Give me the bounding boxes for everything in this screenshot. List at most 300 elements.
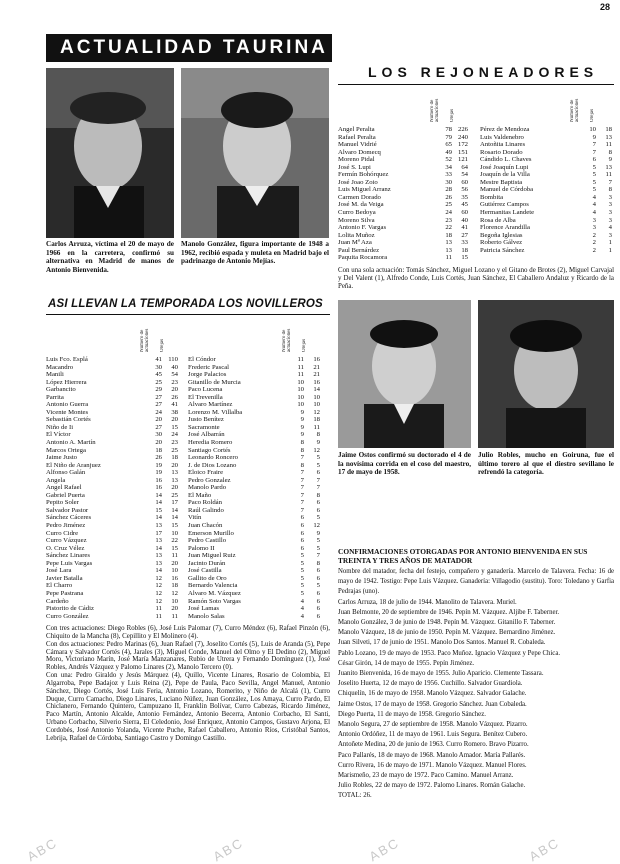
table-row [46, 356, 178, 364]
list-item: Carlos Arruza, 18 de julio de 1944. Manolito de Talavera. Muriel. [338, 598, 517, 606]
row-orejas: 5 [316, 514, 320, 522]
row-orejas: 10 [313, 401, 320, 409]
row-orejas: 121 [457, 156, 468, 164]
row-orejas: 15 [171, 522, 178, 530]
row-actuaciones: 17 [155, 529, 162, 537]
photo-jaime-ostos [338, 300, 471, 448]
row-orejas: 6 [316, 499, 320, 507]
table-row [480, 179, 612, 187]
table-row [46, 567, 178, 575]
confirmaciones-title: CONFIRMACIONES OTORGADAS POR ANTONIO BIENVENIDA EN SUS TREINTA Y TRES AÑOS DE MATADOR [338, 547, 588, 565]
row-name: Justo Benítez [188, 416, 224, 424]
row-orejas: 13 [171, 469, 178, 477]
confirmaciones-total: TOTAL: 26. [338, 792, 372, 800]
list-item: Diego Puerta, 11 de mayo de 1958. Gregorio Sánchez. [338, 710, 486, 718]
row-orejas: 56 [461, 186, 468, 194]
row-orejas: 21 [313, 371, 320, 379]
confirmaciones-list [338, 567, 614, 802]
row-actuaciones: 23 [445, 216, 452, 224]
row-orejas: 20 [171, 605, 178, 613]
row-orejas: 22 [171, 537, 178, 545]
row-name: Alfonso Galán [46, 469, 86, 477]
row-name: López Hierrera [46, 378, 87, 386]
row-orejas: 6 [316, 612, 320, 620]
row-orejas: 12 [313, 522, 320, 530]
row-orejas: 3 [608, 231, 612, 239]
row-orejas: 6 [316, 605, 320, 613]
row-name: Gitanillo de Murcia [188, 378, 241, 386]
row-actuaciones: 7 [300, 484, 304, 492]
row-actuaciones: 7 [300, 476, 304, 484]
row-actuaciones: 13 [155, 537, 162, 545]
row-orejas: 7 [608, 178, 612, 186]
row-name: El Víctor [46, 431, 71, 439]
row-actuaciones: 6 [300, 522, 304, 530]
watermark: ABC [210, 834, 247, 864]
row-name: Manili [46, 371, 64, 379]
row-name: Gutiérrez Campos [480, 201, 529, 209]
table-row [46, 424, 178, 432]
row-name: Moreno Silva [338, 216, 375, 224]
row-orejas: 11 [605, 171, 612, 179]
row-orejas: 14 [313, 386, 320, 394]
row-name: Juan Mª Aza [338, 239, 372, 247]
row-orejas: 40 [461, 216, 468, 224]
table-row [188, 605, 320, 613]
row-actuaciones: 14 [155, 491, 162, 499]
row-actuaciones: 16 [155, 476, 162, 484]
row-orejas: 6 [316, 589, 320, 597]
table-row [188, 598, 320, 606]
row-actuaciones: 41 [155, 356, 162, 363]
rejoneadores-notes: Con una sola actuación: Tomás Sánchez, Miguel Lozano y el Gitano de Brotes (2), Miguel Carvajal y Del Valent (1), Alfredo Conde, Luis Cortés, Juan Sánchez, El Caballero Andaluz y Ricardo de la Peña. [338, 267, 614, 290]
row-orejas: 18 [461, 246, 468, 254]
table-row [188, 454, 320, 462]
table-row [46, 371, 178, 379]
row-name: Juan Chacón [188, 522, 223, 530]
row-orejas: 20 [171, 416, 178, 424]
table-row [338, 126, 468, 134]
row-actuaciones: 5 [300, 552, 304, 560]
rejoneadores-table-right [480, 126, 612, 254]
row-actuaciones: 14 [155, 544, 162, 552]
row-orejas: 5 [316, 537, 320, 545]
table-row [46, 530, 178, 538]
row-name: Jorge Palacios [188, 371, 227, 379]
table-row [480, 164, 612, 172]
row-name: Roberto Gálvez [480, 239, 523, 247]
row-orejas: 18 [171, 454, 178, 462]
row-name: Gabriel Puerta [46, 491, 85, 499]
table-row [46, 492, 178, 500]
row-name: Garbancito [46, 386, 76, 394]
row-name: Rosa de Alba [480, 216, 516, 224]
rejoneadores-table-left [338, 126, 468, 262]
photo-julio-robles [478, 300, 614, 448]
row-name: Hermanitas Landete [480, 209, 535, 217]
row-actuaciones: 14 [155, 499, 162, 507]
row-name: Pepe Pastrana [46, 589, 84, 597]
row-name: Curro González [46, 612, 89, 620]
caption-ostos: Jaime Ostos confirmó su doctorado el 4 de la novísima corrida en el coso del maestro, 17 de mayo de 1958. [338, 451, 471, 477]
list-item: Manolo González, 3 de junio de 1948. Pepín M. Vázquez. Gitanillo F. Taberner. [338, 619, 556, 627]
row-orejas: 20 [171, 484, 178, 492]
row-orejas: 54 [461, 171, 468, 179]
rejoneadores-col-b-right: Orejas [590, 108, 595, 122]
table-row [338, 217, 468, 225]
table-row [46, 379, 178, 387]
row-orejas: 13 [171, 476, 178, 484]
table-row [188, 447, 320, 455]
row-actuaciones: 4 [300, 612, 304, 620]
list-item: Jaime Ostos, 17 de mayo de 1958. Gregorio Sánchez. Juan Cobaleda. [338, 700, 527, 708]
row-name: Palomo II [188, 544, 215, 552]
row-actuaciones: 12 [155, 597, 162, 605]
list-item: Manolo Segura, 27 de septiembre de 1958. Manolo Vázquez. Pizarro. [338, 721, 528, 729]
row-orejas: 16 [313, 378, 320, 386]
row-name: Pérez de Mendoza [480, 126, 530, 133]
table-row [188, 469, 320, 477]
row-actuaciones: 7 [592, 141, 596, 149]
row-orejas: 8 [316, 491, 320, 499]
row-name: Manuel Vidrié [338, 141, 377, 149]
row-name: Antoñita Linares [480, 141, 526, 149]
list-item: Chiquelín, 16 de mayo de 1958. Manolo Vázquez. Salvador Galache. [338, 690, 527, 698]
row-name: Alvaro Martínez [188, 401, 233, 409]
table-row [46, 409, 178, 417]
row-name: Leonardo Roncero [188, 454, 238, 462]
row-name: Luis Miguel Arranz [338, 186, 391, 194]
row-orejas: 12 [171, 589, 178, 597]
row-name: Lolita Muñoz [338, 231, 375, 239]
row-orejas: 18 [313, 416, 320, 424]
table-row [188, 416, 320, 424]
table-row [188, 492, 320, 500]
row-orejas: 60 [461, 209, 468, 217]
watermark: ABC [24, 834, 61, 864]
page-number: 28 [599, 2, 610, 12]
row-orejas: 8 [316, 559, 320, 567]
row-orejas: 10 [171, 597, 178, 605]
row-orejas: 8 [608, 148, 612, 156]
table-row [338, 224, 468, 232]
row-name: Carmen Dorado [338, 193, 381, 201]
row-name: Mestre Baptista [480, 178, 523, 186]
list-item: Paco Pallarés, 18 de mayo de 1968. Manolo Amador. María Pallarés. [338, 751, 526, 759]
row-name: Vitín [188, 514, 202, 522]
row-name: Luis Fco. Esplá [46, 356, 88, 363]
table-row [338, 239, 468, 247]
row-actuaciones: 10 [297, 386, 304, 394]
rejoneadores-title: LOS REJONEADORES [368, 64, 599, 80]
table-row [188, 424, 320, 432]
row-name: Pedro Jiménez [46, 522, 86, 530]
row-actuaciones: 18 [445, 231, 452, 239]
row-actuaciones: 4 [300, 597, 304, 605]
row-name: Macandro [46, 363, 74, 371]
list-item: Marismeño, 23 de mayo de 1972. Paco Camino. Manuel Arranz. [338, 772, 514, 780]
row-orejas: 11 [313, 423, 320, 431]
row-orejas: 41 [171, 401, 178, 409]
row-orejas: 14 [171, 514, 178, 522]
table-row [46, 598, 178, 606]
row-actuaciones: 5 [300, 582, 304, 590]
row-orejas: 5 [316, 582, 320, 590]
row-actuaciones: 7 [300, 454, 304, 462]
row-actuaciones: 30 [155, 363, 162, 371]
table-row [480, 232, 612, 240]
row-name: Parrita [46, 393, 64, 401]
rejoneadores-col-a-left: Número de actuaciones [430, 98, 440, 122]
table-row [46, 582, 178, 590]
row-orejas: 41 [461, 224, 468, 232]
row-actuaciones: 26 [445, 193, 452, 201]
row-actuaciones: 45 [155, 371, 162, 379]
row-orejas: 3 [608, 209, 612, 217]
row-name: José Albarrán [188, 431, 225, 439]
table-row [46, 364, 178, 372]
table-row [46, 522, 178, 530]
table-row [46, 560, 178, 568]
table-row [188, 537, 320, 545]
novilleros-title: ASI LLEVAN LA TEMPORADA LOS NOVILLEROS [48, 298, 323, 310]
row-actuaciones: 5 [592, 186, 596, 194]
table-row [338, 194, 468, 202]
row-actuaciones: 13 [155, 552, 162, 560]
table-row [338, 232, 468, 240]
row-orejas: 6 [316, 506, 320, 514]
row-actuaciones: 9 [300, 423, 304, 431]
table-row [46, 514, 178, 522]
table-row [46, 401, 178, 409]
rejoneadores-col-a-right: Número de actuaciones [570, 98, 580, 122]
row-orejas: 5 [316, 544, 320, 552]
row-actuaciones: 5 [300, 567, 304, 575]
row-actuaciones: 18 [155, 446, 162, 454]
row-name: Raúl Galindo [188, 506, 224, 514]
table-row [188, 552, 320, 560]
row-orejas: 5 [316, 461, 320, 469]
novilleros-rule [46, 314, 330, 315]
row-orejas: 1 [608, 246, 612, 254]
row-actuaciones: 8 [300, 461, 304, 469]
table-row [188, 431, 320, 439]
row-actuaciones: 79 [445, 133, 452, 141]
row-name: Moreno Pidal [338, 156, 375, 164]
row-actuaciones: 19 [155, 469, 162, 477]
row-name: Antonio A. Martín [46, 439, 96, 447]
row-orejas: 35 [461, 193, 468, 201]
novilleros-col-a-right: Número de actuaciones [282, 328, 292, 352]
table-row [46, 537, 178, 545]
row-orejas: 12 [313, 446, 320, 454]
row-actuaciones: 19 [155, 461, 162, 469]
row-actuaciones: 28 [445, 186, 452, 194]
row-orejas: 60 [461, 178, 468, 186]
novilleros-table-right [188, 356, 320, 620]
table-row [46, 552, 178, 560]
table-row [480, 201, 612, 209]
row-orejas: 1 [608, 239, 612, 247]
rejoneadores-col-b-left: Orejas [450, 108, 455, 122]
row-actuaciones: 5 [300, 559, 304, 567]
row-actuaciones: 4 [300, 605, 304, 613]
table-row [188, 499, 320, 507]
list-item: Juanito Bienvenida, 16 de mayo de 1955. Julio Aparicio. Clemente Tassara. [338, 670, 544, 678]
table-row [338, 156, 468, 164]
row-orejas: 13 [605, 133, 612, 141]
row-orejas: 21 [313, 363, 320, 371]
row-orejas: 64 [461, 163, 468, 171]
table-row [46, 499, 178, 507]
row-name: El Cóndor [188, 356, 216, 363]
table-row [188, 401, 320, 409]
row-name: Pepito Soler [46, 499, 79, 507]
row-orejas: 11 [171, 552, 178, 560]
row-orejas: 3 [608, 193, 612, 201]
table-row [188, 590, 320, 598]
row-actuaciones: 13 [445, 239, 452, 247]
section-banner: ACTUALIDAD TAURINA [46, 34, 332, 62]
row-actuaciones: 24 [445, 209, 452, 217]
list-item: Pablo Lozano, 19 de mayo de 1953. Paco Muñoz. Ignacio Vázquez y Pepe Chica. [338, 649, 561, 657]
row-name: El Charro [46, 582, 73, 590]
table-row [188, 477, 320, 485]
row-name: Vicente Montes [46, 408, 89, 416]
table-row [46, 575, 178, 583]
row-name: Paco Lucena [188, 386, 223, 394]
row-actuaciones: 4 [592, 201, 596, 209]
table-row [338, 209, 468, 217]
row-actuaciones: 8 [300, 439, 304, 447]
list-item: Nombre del matador, fecha del festejo, compañero y ganadería. Marcelo de Talavera. Fecha: 16 de mayo de 1942. Testigo: Pepe Luis Vázquez. Ganadería: Villagodio (sustitu). Toro: Toledano y Garfia Pedrajas (uno). [338, 568, 614, 596]
row-name: Cándido L. Chaves [480, 156, 532, 164]
row-name: Bernardo Valencia [188, 582, 238, 590]
table-row [480, 209, 612, 217]
row-orejas: 151 [457, 148, 468, 156]
row-orejas: 54 [171, 371, 178, 379]
row-orejas: 110 [168, 356, 178, 363]
row-actuaciones: 27 [155, 423, 162, 431]
table-row [338, 171, 468, 179]
row-name: Patricia Sánchez [480, 246, 525, 254]
table-row [188, 356, 320, 364]
row-actuaciones: 4 [592, 209, 596, 217]
row-name: Pedro Gonzalez [188, 476, 231, 484]
row-name: Lorenzo M. Villalba [188, 408, 243, 416]
table-row [338, 186, 468, 194]
row-name: Manolo Salas [188, 612, 225, 620]
row-orejas: 6 [316, 597, 320, 605]
table-row [338, 179, 468, 187]
watermark: ABC [526, 834, 563, 864]
table-row [338, 247, 468, 255]
row-name: Alvaro Domecq [338, 148, 381, 156]
row-orejas: 9 [608, 156, 612, 164]
row-actuaciones: 11 [297, 356, 304, 363]
row-name: Joaquín de la Villa [480, 171, 530, 179]
row-orejas: 40 [171, 363, 178, 371]
row-actuaciones: 34 [445, 163, 452, 171]
row-orejas: 10 [171, 567, 178, 575]
row-name: Pedro Castillo [188, 537, 227, 545]
row-orejas: 15 [461, 254, 468, 262]
row-actuaciones: 78 [445, 126, 452, 133]
row-actuaciones: 10 [297, 378, 304, 386]
row-orejas: 24 [171, 431, 178, 439]
row-name: José M. da Veiga [338, 201, 384, 209]
rejoneadores-rule [338, 84, 614, 85]
row-name: El Maño [188, 491, 212, 499]
row-name: O. Cruz Vélez [46, 544, 85, 552]
photo-manolo-gonzalez [181, 68, 329, 238]
row-orejas: 7 [316, 484, 320, 492]
list-item: Manolo Vázquez, 18 de junio de 1950. Pepín M. Vázquez. Bernardino Jiménez. [338, 629, 556, 637]
row-orejas: 20 [171, 386, 178, 394]
row-actuaciones: 24 [155, 408, 162, 416]
row-orejas: 8 [608, 186, 612, 194]
table-row [480, 247, 612, 255]
row-orejas: 10 [313, 393, 320, 401]
row-orejas: 240 [457, 133, 468, 141]
row-name: Salvador Pastor [46, 506, 89, 514]
row-actuaciones: 27 [155, 393, 162, 401]
row-actuaciones: 25 [155, 378, 162, 386]
row-orejas: 4 [608, 224, 612, 232]
row-name: Begoña Iglesias [480, 231, 523, 239]
row-orejas: 3 [608, 201, 612, 209]
row-name: Paquita Rocamora [338, 254, 388, 262]
row-name: El Trevenilla [188, 393, 223, 401]
row-actuaciones: 4 [592, 193, 596, 201]
row-orejas: 23 [171, 378, 178, 386]
row-orejas: 15 [171, 423, 178, 431]
row-actuaciones: 52 [445, 156, 452, 164]
row-name: Manolo Pardo [188, 484, 227, 492]
row-actuaciones: 13 [445, 246, 452, 254]
row-name: Florence Arandilla [480, 224, 530, 232]
row-orejas: 27 [461, 231, 468, 239]
row-name: Eloico Fraire [188, 469, 224, 477]
list-item: Antoñete Medina, 20 de junio de 1963. Curro Romero. Bravo Pizarro. [338, 741, 529, 749]
row-name: Sebastián Cortés [46, 416, 91, 424]
row-actuaciones: 7 [300, 491, 304, 499]
row-name: Angela [46, 476, 66, 484]
row-actuaciones: 16 [155, 484, 162, 492]
row-actuaciones: 5 [300, 589, 304, 597]
table-row [480, 224, 612, 232]
row-actuaciones: 6 [300, 514, 304, 522]
novilleros-notes: Con tres actuaciones: Diego Robles (6), José Luis Palomar (7), Curro Méndez (6), Rafael Pinzón (6), Chiquito de la Mancha (8), Cepillito y El Molinero (4). Con dos actuaciones: Pedro Marinas (6), Juan Rafael (7), Joselito Cortés (5), Luis de Aranda (5), Pepe Cámara y Salvador Cortés (4), Jarales (3), Miguel Conde, Manuel del Olmo y El Dedino (2), Miguel Moro, Victoriano Marín, José María Manzanares, Rubio de Utrera y Fernando Domínguez (1), José Robles, Andrés Vázquez y Palomo Linares (2), Manolo Tercero (0). Con una: Pedro Giraldo y Jesús Márquez (4), Quillo, Vicente Linares, Rosario de Colombia, El Algarroba, Pepe Badajoz y Luis Reina (2), Pepe de Paula, Paco Sevilla, Angel Manuel, Antonio Sánchez, Diego Cortés, José Luis Feria, Antonio Lozano, Romerito, y Niño de Alcalá (1), Curro Duque, Curro Camacho, Diego Linares, Luciano Núñez, Juan González, Los Amaya, Curro Pardo, El Chiclanero, Fernando Quintero, Campuzano II, Franklin Bolívar, Curro Cabezas, Ricardo Jiménez, Paco Martín, Antonio Alcalde, Antonio Fernández, Antonio Becerra, Antonio Corbacho, El Santi, Urbano Corbacho, Silverio Sierra, El Celedonio, José Enriquez, Antonio Campos, Gustavo Arjona, El Cordobés, José Antonio Yolanda, Vicente Puche, Rafael Caballero, Antonio Ríos, Cristóbal Santos, Lebrija, Rafael de Córdoba, Santiago Castro y Domingo Castillo. [46, 625, 330, 742]
row-name: Bombita [480, 193, 504, 201]
row-actuaciones: 11 [297, 363, 304, 371]
row-name: Juan Miguel Ruiz [188, 552, 236, 560]
row-orejas: 18 [171, 582, 178, 590]
row-name: Niño de Ii [46, 423, 74, 431]
row-orejas: 6 [316, 574, 320, 582]
row-actuaciones: 33 [445, 171, 452, 179]
table-row [338, 201, 468, 209]
table-row [46, 605, 178, 613]
row-name: Sánchez Cáceres [46, 514, 92, 522]
table-row [46, 416, 178, 424]
table-row [188, 409, 320, 417]
caption-arruza: Carlos Arruza, víctima el 20 de mayo de 1966 en la carretera, confirmó su alternativa en Madrid de manos de Antonio Bienvenida. [46, 240, 174, 274]
row-actuaciones: 7 [300, 469, 304, 477]
novilleros-col-b-left: Orejas [160, 338, 165, 352]
row-orejas: 18 [605, 126, 612, 133]
list-item: Julio Robles, 22 de mayo de 1972. Palomo Linares. Román Galache. [338, 782, 526, 790]
